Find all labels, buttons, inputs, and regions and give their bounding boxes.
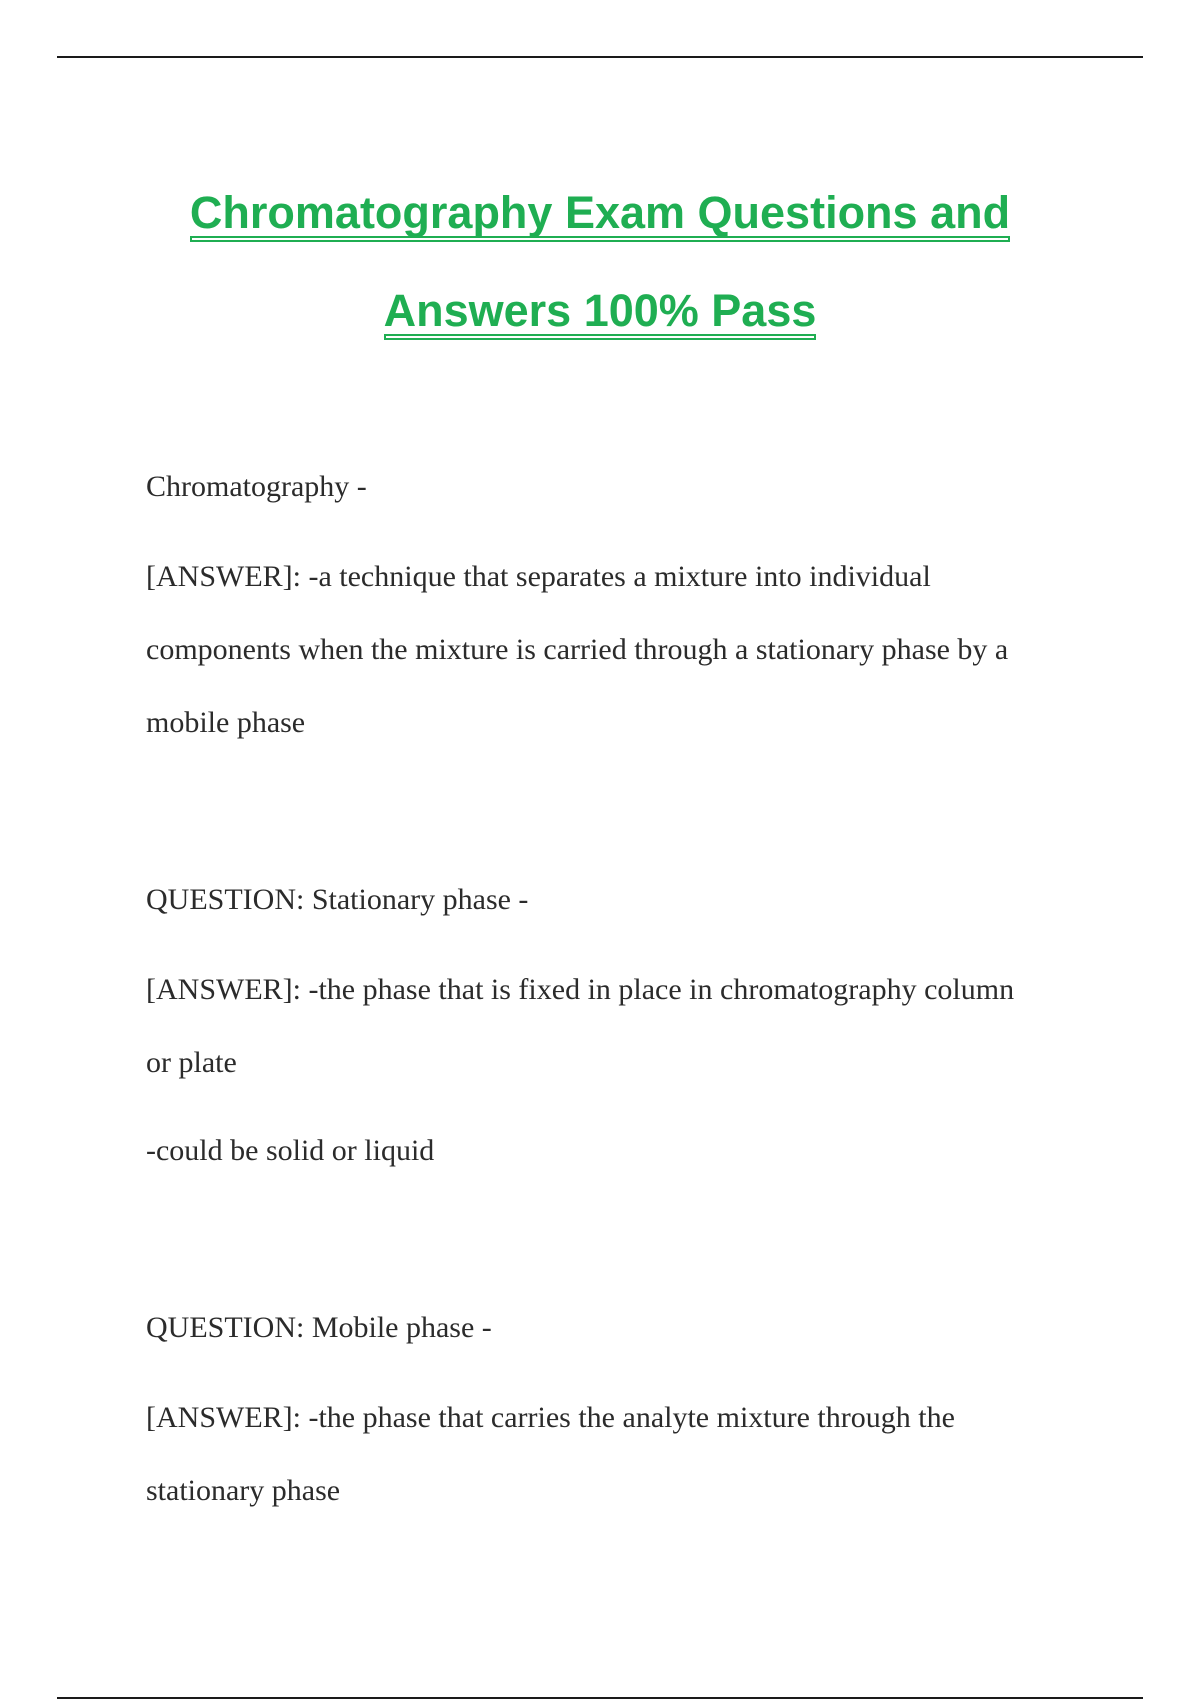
answer-3-line-1: [ANSWER]: -the phase that carries the analyte mixture through the [146, 1401, 955, 1434]
answer-1-line-2: components when the mixture is carried through a stationary phase by a [146, 633, 1009, 666]
question-1: Chromatography - [146, 470, 367, 503]
document-title-line-2 [0, 285, 1200, 336]
answer-1-line-3: mobile phase [146, 706, 306, 739]
title-line-1-text: Chromatography Exam Questions and [189, 187, 1011, 238]
question-2: QUESTION: Stationary phase - [146, 883, 529, 916]
answer-2-line-2: or plate [146, 1046, 237, 1079]
answer-2-line-1: [ANSWER]: -the phase that is fixed in place in chromatography column [146, 973, 1015, 1006]
title-line-2-text: Answers 100% Pass [383, 285, 817, 336]
question-3: QUESTION: Mobile phase - [146, 1311, 492, 1344]
top-rule [57, 56, 1143, 58]
answer-3-line-2: stationary phase [146, 1474, 341, 1507]
answer-1-line-1: [ANSWER]: -a technique that separates a mixture into individual [146, 560, 931, 593]
answer-2-line-3: -could be solid or liquid [146, 1134, 435, 1167]
document-title-line-1 [0, 187, 1200, 238]
bottom-rule [57, 1697, 1143, 1699]
